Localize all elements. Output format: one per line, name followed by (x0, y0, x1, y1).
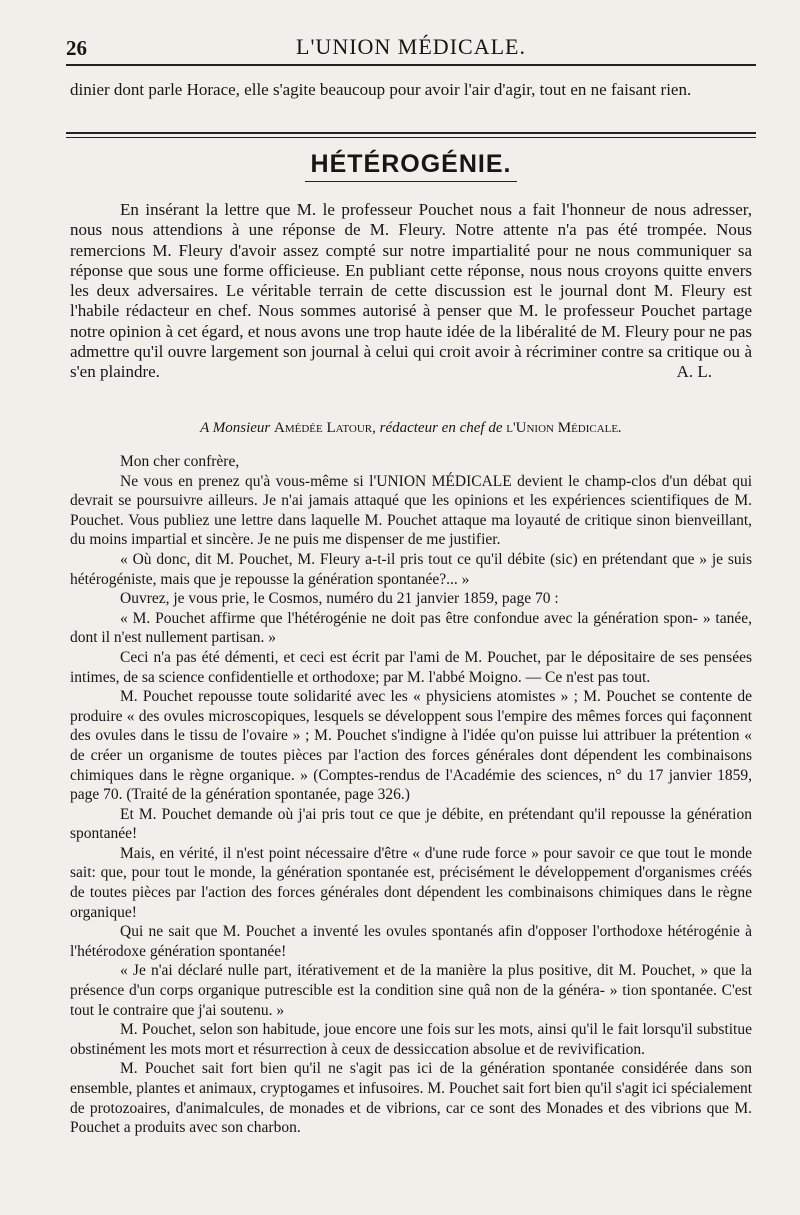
letter-paragraph: M. Pouchet repousse toute solidarité avec les « physiciens atomistes » ; M. Pouchet se contente de produire « des ovules microscopiques, lesquels se développent sous l'empire des mêmes forces qui façonnent des ovules dans le tissu de l'ovaire » ; M. Pouchet s'indigne à l'idée qu'on puisse lui attribuer la prétention « de créer un organisme de toutes pièces par l'action des forces générales dont dépendent les combinaisons chimiques dans le règne organique. » (Comptes-rendus de l'Académie des sciences, n° du 17 janvier 1859, page 70. (Traité de la génération spontanée, page 326.) (70, 688, 752, 804)
quotation: « Où donc, dit M. Pouchet, M. Fleury a-t-il pris tout ce qu'il débite (sic) en prétendant que » je suis hétérogéniste, mais que je repousse la génération spontanée?... » (70, 550, 752, 588)
letter-paragraph: Ne vous en prenez qu'à vous-même si l'UNION MÉDICALE devient le champ-clos d'un débat qui devrait se poursuivre ailleurs. Je n'ai jamais attaqué que les opinions et les expériences scientifiques de M. Pouchet. Vous publiez une lettre dans laquelle M. Pouchet attaque ma loyauté de critique sinon bienveillant, du moins impartial et sincère. Je ne puis me dispenser de me justifier. (70, 472, 752, 549)
editorial-text: En insérant la lettre que M. le professeur Pouchet nous a fait l'honneur de nous adresser, nous nous attendions à une réponse de M. Fleury. Notre attente n'a pas été trompée. Nous remercions M. Fleury d'avoir assez compté sur notre impartialité pour ne nous communiquer sa réponse que sous une forme officieuse. En publiant cette réponse, nous nous croyons quitte envers les deux adversaires. Le véritable terrain de cette discussion est le journal dont M. Fleury est l'habile rédacteur en chef. Nous sommes autorisé à penser que M. le professeur Pouchet partage notre opinion à cet égard, et nous avons une trop haute idée de la libéralité de M. Fleury pour ne pas admettre qu'il ouvre largement son journal à celui qui croit avoir à récriminer contre sa critique ou à s'en plaindre. (70, 200, 752, 382)
section-heading-wrap (66, 150, 756, 182)
editorial-note (70, 200, 752, 383)
letter-paragraph: M. Pouchet, selon son habitude, joue encore une fois sur les mots, ainsi qu'il le fait lorsqu'il substitue obstinément les mots mort et résurrection à ceux de dessiccation absolue et de revivification. (70, 1021, 752, 1058)
quotation: « Je n'ai déclaré nulle part, itérativement et de la manière la plus positive, dit M. Pouchet, » que la présence d'un corps organique putrescible est la condition sine quâ non de la généra- » tion spontanée. C'est tout le contraire que j'ai soutenu. » (70, 962, 752, 1019)
page-header (66, 30, 756, 64)
section-rule-top (66, 132, 756, 134)
letter-paragraph: Et M. Pouchet demande où j'ai pris tout ce que je débite, en prétendant qu'il repousse la génération spontanée! (70, 805, 752, 843)
letter-paragraph: Ouvrez, je vous prie, le Cosmos, numéro du 21 janvier 1859, page 70 : (120, 590, 559, 608)
letter-paragraph: M. Pouchet sait fort bien qu'il ne s'agit pas ici de la génération spontanée considérée dans son ensemble, plantes et animaux, cryptogames et infusoires. M. Pouchet sait fort bien qu'il s'agit ici spécialement de protozoaires, d'animalcules, de monades et de vibrions, car ce sont des Monades et des vibrions que M. Pouchet a produits avec son charbon. (70, 1060, 752, 1137)
salutation: Mon cher confrère, (120, 453, 240, 470)
page-number: 26 (66, 36, 87, 60)
letter-paragraph: Mais, en vérité, il n'est point nécessaire d'être « d'une rude force » pour savoir ce que tout le monde sait: que, pour tout le monde, la génération spontanée est, précisément le développement d'organismes créés de toutes pièces par l'action des forces générales dont dépendent les combinaisons chimiques dans le règne organique! (70, 844, 752, 921)
letter-address: A Monsieur Amédée Latour, rédacteur en chef de l'Union Médicale. (200, 420, 622, 436)
intro-paragraph: dinier dont parle Horace, elle s'agite beaucoup pour avoir l'air d'agir, tout en ne faisant rien. (70, 80, 692, 99)
running-title: L'UNION MÉDICALE. (296, 34, 526, 59)
letter-body (70, 452, 752, 1138)
quotation: « M. Pouchet affirme que l'hétérogénie ne doit pas être confondue avec la génération spon- » tanée, dont il n'est nullement partisan. » (70, 609, 752, 647)
letter-paragraph: Qui ne sait que M. Pouchet a inventé les ovules spontanés afin d'opposer l'orthodoxe hétérogénie à l'hétérodoxe génération spontanée! (70, 923, 752, 960)
section-rule-bottom (66, 137, 756, 138)
letter-paragraph: Ceci n'a pas été démenti, et ceci est écrit par l'ami de M. Pouchet, par le dépositaire de ses pensées intimes, de sa science confidentielle et orthodoxe; par M. l'abbé Moigno. — Ce n'est pas tout. (70, 648, 752, 686)
editorial-signature: A. L. (676, 362, 712, 382)
header-rule (66, 64, 756, 66)
section-title: HÉTÉROGÉNIE. (305, 150, 518, 182)
